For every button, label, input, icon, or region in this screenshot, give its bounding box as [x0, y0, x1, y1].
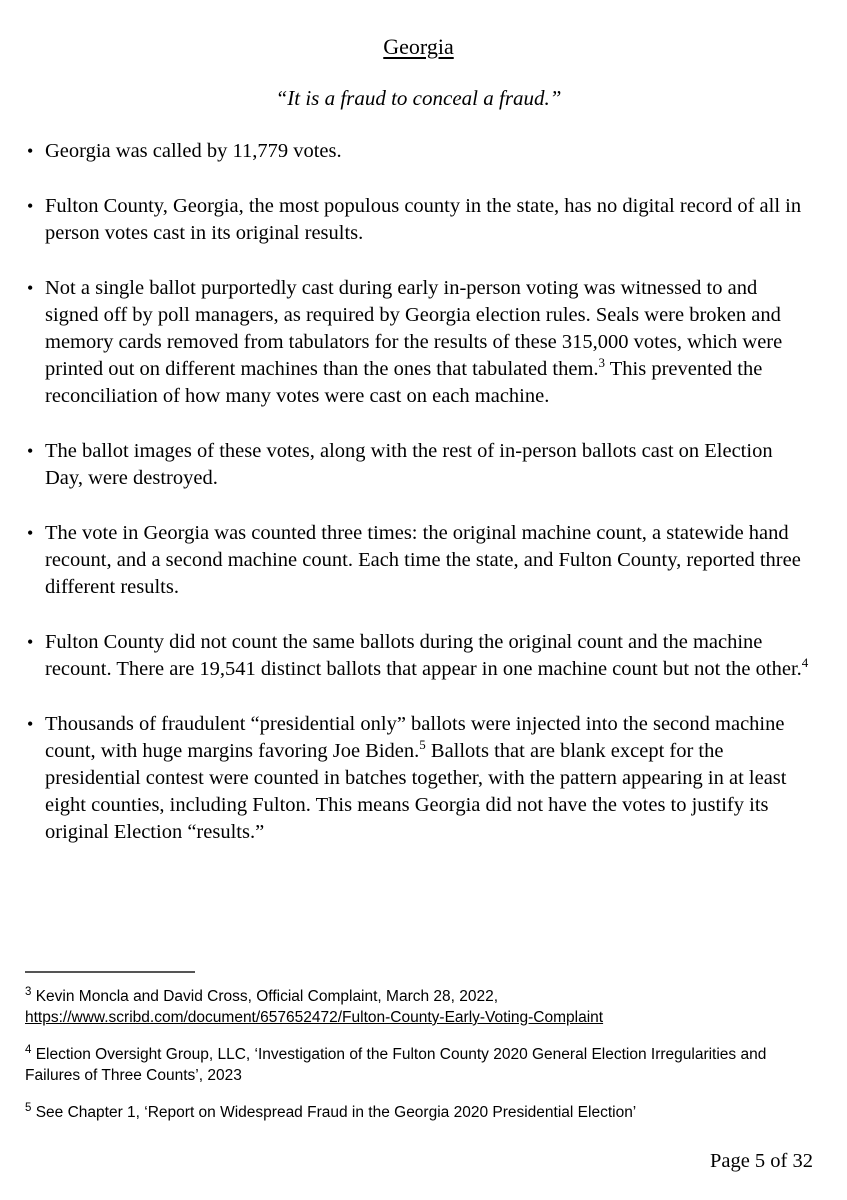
bullet-text-segment: The ballot images of these votes, along with the rest of in-person ballots cast on Election Day, were destroyed. [45, 440, 773, 489]
footnote-number: 5 [25, 1101, 32, 1114]
footnote-ref: 4 [801, 655, 809, 671]
bullet-text [45, 522, 801, 598]
footnote-text: See Chapter 1, ‘Report on Widespread Fraud in the Georgia 2020 Presidential Election’ [31, 1104, 637, 1121]
page-number-label: Page 5 of 32 [709, 1150, 813, 1172]
footnote-ref: 5 [419, 737, 426, 753]
bullet-icon: • [27, 441, 34, 461]
bullet-item [27, 275, 810, 410]
footnote-ref: 3 [598, 355, 606, 371]
footnote-number: 3 [25, 985, 32, 998]
footnote-text: Kevin Moncla and David Cross, Official Complaint, March 28, 2022, [31, 988, 499, 1005]
epigraph-quote: “It is a fraud to conceal a fraud.” [275, 86, 562, 110]
footnote-divider [25, 971, 195, 973]
bullet-text-segment: Fulton County did not count the same ballots during the original count and the machine recount. There are 19,541 distinct ballots that appear in one machine count but not the other. [45, 631, 802, 680]
footnote-number: 4 [25, 1043, 32, 1056]
bullet-item [27, 138, 810, 165]
bullet-item [27, 193, 810, 247]
bullet-item [27, 711, 810, 846]
footnote-item [25, 1102, 810, 1123]
footnote-item [25, 1044, 810, 1086]
bullet-text-segment: Ballots that are blank except for the presidential contest were counted in batches together, with the pattern appearing in at least eight counties, including Fulton. This means Georgia did not have the votes to justify its original Election “results.” [45, 740, 787, 843]
page-title: Georgia [383, 34, 454, 59]
bullet-item [27, 438, 810, 492]
footnote-text: Election Oversight Group, LLC, ‘Investigation of the Fulton County 2020 General Election Irregularities and Failures of Three Counts’, 2023 [25, 1046, 767, 1084]
bullet-text-segment: This prevented the reconciliation of how many votes were cast on each machine. [45, 358, 763, 407]
bullet-text-segment: The vote in Georgia was counted three times: the original machine count, a statewide hand recount, and a second machine count. Each time the state, and Fulton County, reported three different results. [45, 522, 801, 598]
bullet-icon: • [27, 278, 34, 298]
bullet-icon: • [27, 714, 34, 734]
bullet-icon: • [27, 141, 34, 161]
bullet-icon: • [27, 523, 34, 543]
bullet-text [45, 713, 786, 843]
footnotes-section [25, 971, 810, 1139]
bullet-text-segment: Not a single ballot purportedly cast during early in-person voting was witnessed to and signed off by poll managers, as required by Georgia election rules. Seals were broken and memory cards removed from tabulators for the results of these 315,000 votes, which were printed out on different machines than the ones that tabulated them. [45, 277, 783, 380]
bullet-item [27, 629, 810, 683]
bullet-text [45, 140, 342, 162]
bullet-text-segment: Thousands of fraudulent “presidential only” ballots were injected into the second machine count, with huge margins favoring Joe Biden. [45, 713, 785, 762]
bullet-text [45, 195, 801, 244]
bullet-item [27, 520, 810, 601]
bullet-text [45, 631, 808, 680]
bullet-text-segment: Georgia was called by 11,779 votes. [45, 140, 342, 162]
footnote-item [25, 986, 810, 1028]
bullet-text [45, 440, 773, 489]
bullet-text-segment: Fulton County, Georgia, the most populous county in the state, has no digital record of all in person votes cast in its original results. [45, 195, 802, 244]
bullet-icon: • [27, 196, 34, 216]
footnotes-list [25, 986, 810, 1123]
bullet-icon: • [27, 632, 34, 652]
bullet-text [45, 277, 782, 407]
bullet-list [27, 138, 810, 846]
footnote-link[interactable]: https://www.scribd.com/document/657652472/Fulton-County-Early-Voting-Complaint [25, 1009, 604, 1026]
page-content [27, 33, 810, 874]
